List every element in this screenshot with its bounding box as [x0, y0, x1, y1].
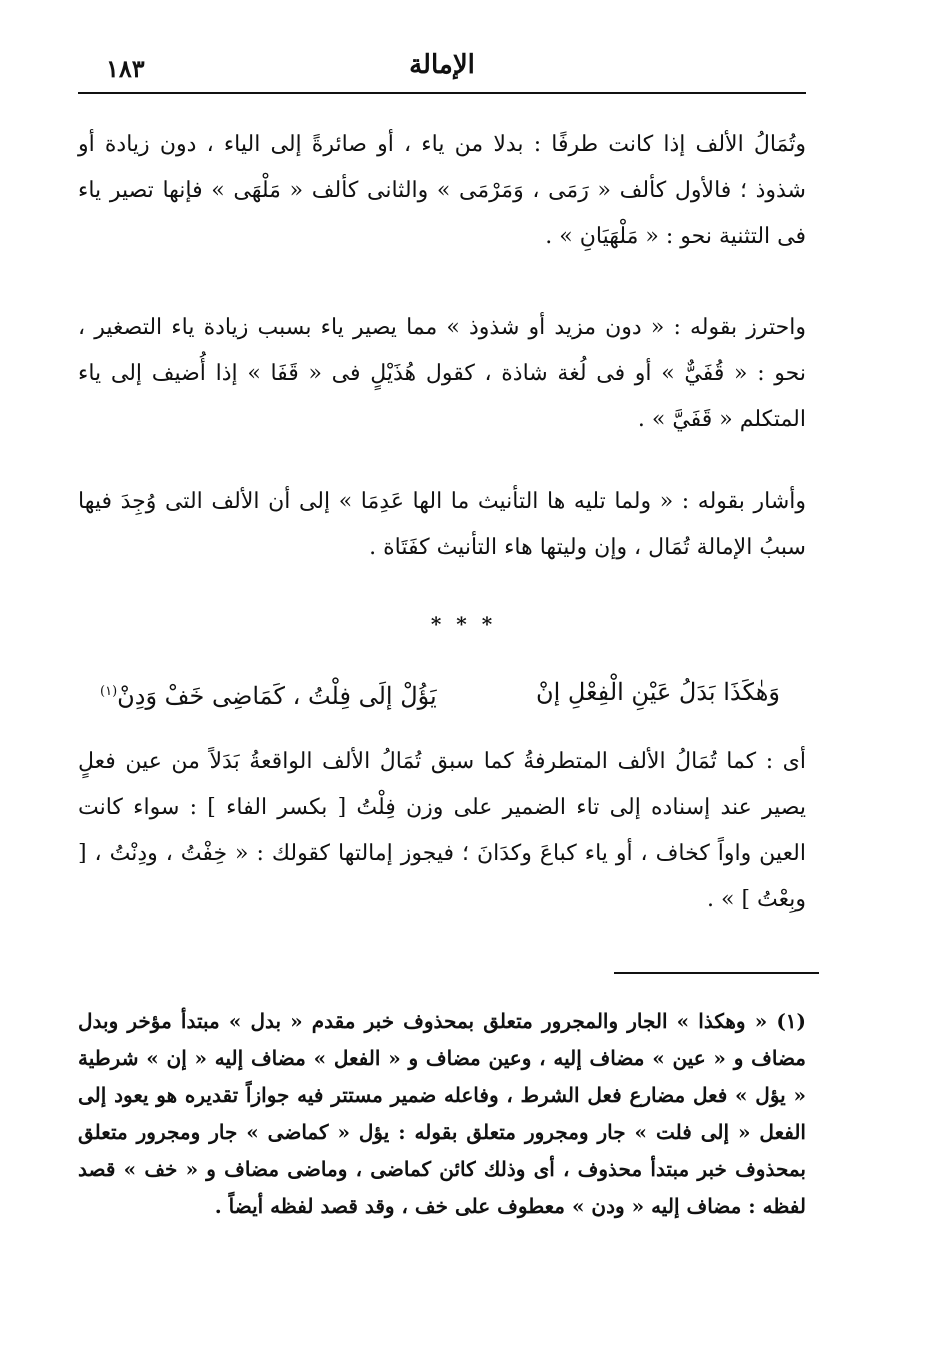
footnote-divider — [614, 972, 819, 974]
page-number: ١٨٣ — [106, 54, 145, 83]
verse-hemistich-2 — [100, 670, 437, 718]
footnote — [78, 1003, 806, 1225]
paragraph-text: وأشار بقوله : « ولما تليه ها التأنيث ما الها عَدِمَا » إلى أن الألف التى وُجِدَ فيها سببُ الإمالة تُمَال ، وإن وليتها هاء التأنيث كفَتَاة . — [78, 489, 806, 560]
paragraph-text: وتُمَالُ الألف إذا كانت طرفًا : بدلا من ياء ، أو صائرةً إلى الياء ، دون زيادة أو شذوذ ؛ فالأول كألف « رَمَى ، وَمَرْمَى » والثانى كألف « مَلْهَى » فإنها تصير ياء فى التثنية نحو : « مَلْهَيَانِ » . — [78, 132, 806, 249]
verse-hemistich-2-text: يَؤُلْ إلَى فِلْتُ ، كَمَاضِى خَفْ وَدِنْ — [117, 682, 437, 710]
paragraph-text: واحترز بقوله : « دون مزيد أو شذوذ » مما يصير ياء بسبب زيادة ياء التصغير ، نحو : « قُفَيٌّ » أو فى لُغة شاذة ، كقول هُذَيْلٍ فى « قَفَا » إذا أُضيف إلى ياء المتكلم « قَفَيَّ » . — [78, 315, 806, 432]
body-paragraph-3 — [78, 479, 806, 571]
section-separator: * * * — [430, 612, 497, 636]
body-paragraph-1 — [78, 122, 806, 260]
explanation-paragraph — [78, 739, 806, 923]
footnote-text: (١) « وهكذا » الجار والمجرور متعلق بمحذوف خبر مقدم « بدل » مبتدأ مؤخر وبدل مضاف و « عين » مضاف إليه ، وعين مضاف و « الفعل » مضاف إليه « إن » شرطية « يؤل » فعل مضارع فعل الشرط ، وفاعله ضمير مستتر فيه جوازاً تقديره هو يعود إلى الفعل « إلى فلت » جار ومجرور متعلق بقوله : يؤل « كماضى » جار ومجرور متعلق بمحذوف خبر مبتدأ محذوف ، أى وذلك كائن كماضى ، وماضى مضاف و « خف » قصد لفظه : مضاف إليه « ودن » معطوف على خف ، وقد قصد لفظه أيضاً . — [78, 1009, 806, 1218]
running-title: الإمالة — [409, 50, 475, 80]
paragraph-text: أى : كما تُمَالُ الألف المتطرفةُ كما سبق تُمَالُ الألف الواقعةُ بَدَلاً من عين فعلٍ يصير عند إسناده إلى تاء الضمير على وزن فِلْتُ [ بكسر الفاء ] : سواء كانت العين واواً كخاف ، أو ياء كباعَ وكدَانَ ؛ فيجوز إمالتها كقولك : « خِفْتُ ، ودِنْتُ ، [ وبِعْتُ ] » . — [78, 749, 806, 912]
verse-hemistich-1: وَهٰكَذَا بَدَلُ عَيْنِ الْفِعْلِ إنْ — [536, 678, 780, 706]
verse-line — [100, 670, 780, 718]
body-paragraph-2 — [78, 305, 806, 443]
page-header — [78, 42, 806, 94]
footnote-marker: (١) — [100, 684, 118, 699]
